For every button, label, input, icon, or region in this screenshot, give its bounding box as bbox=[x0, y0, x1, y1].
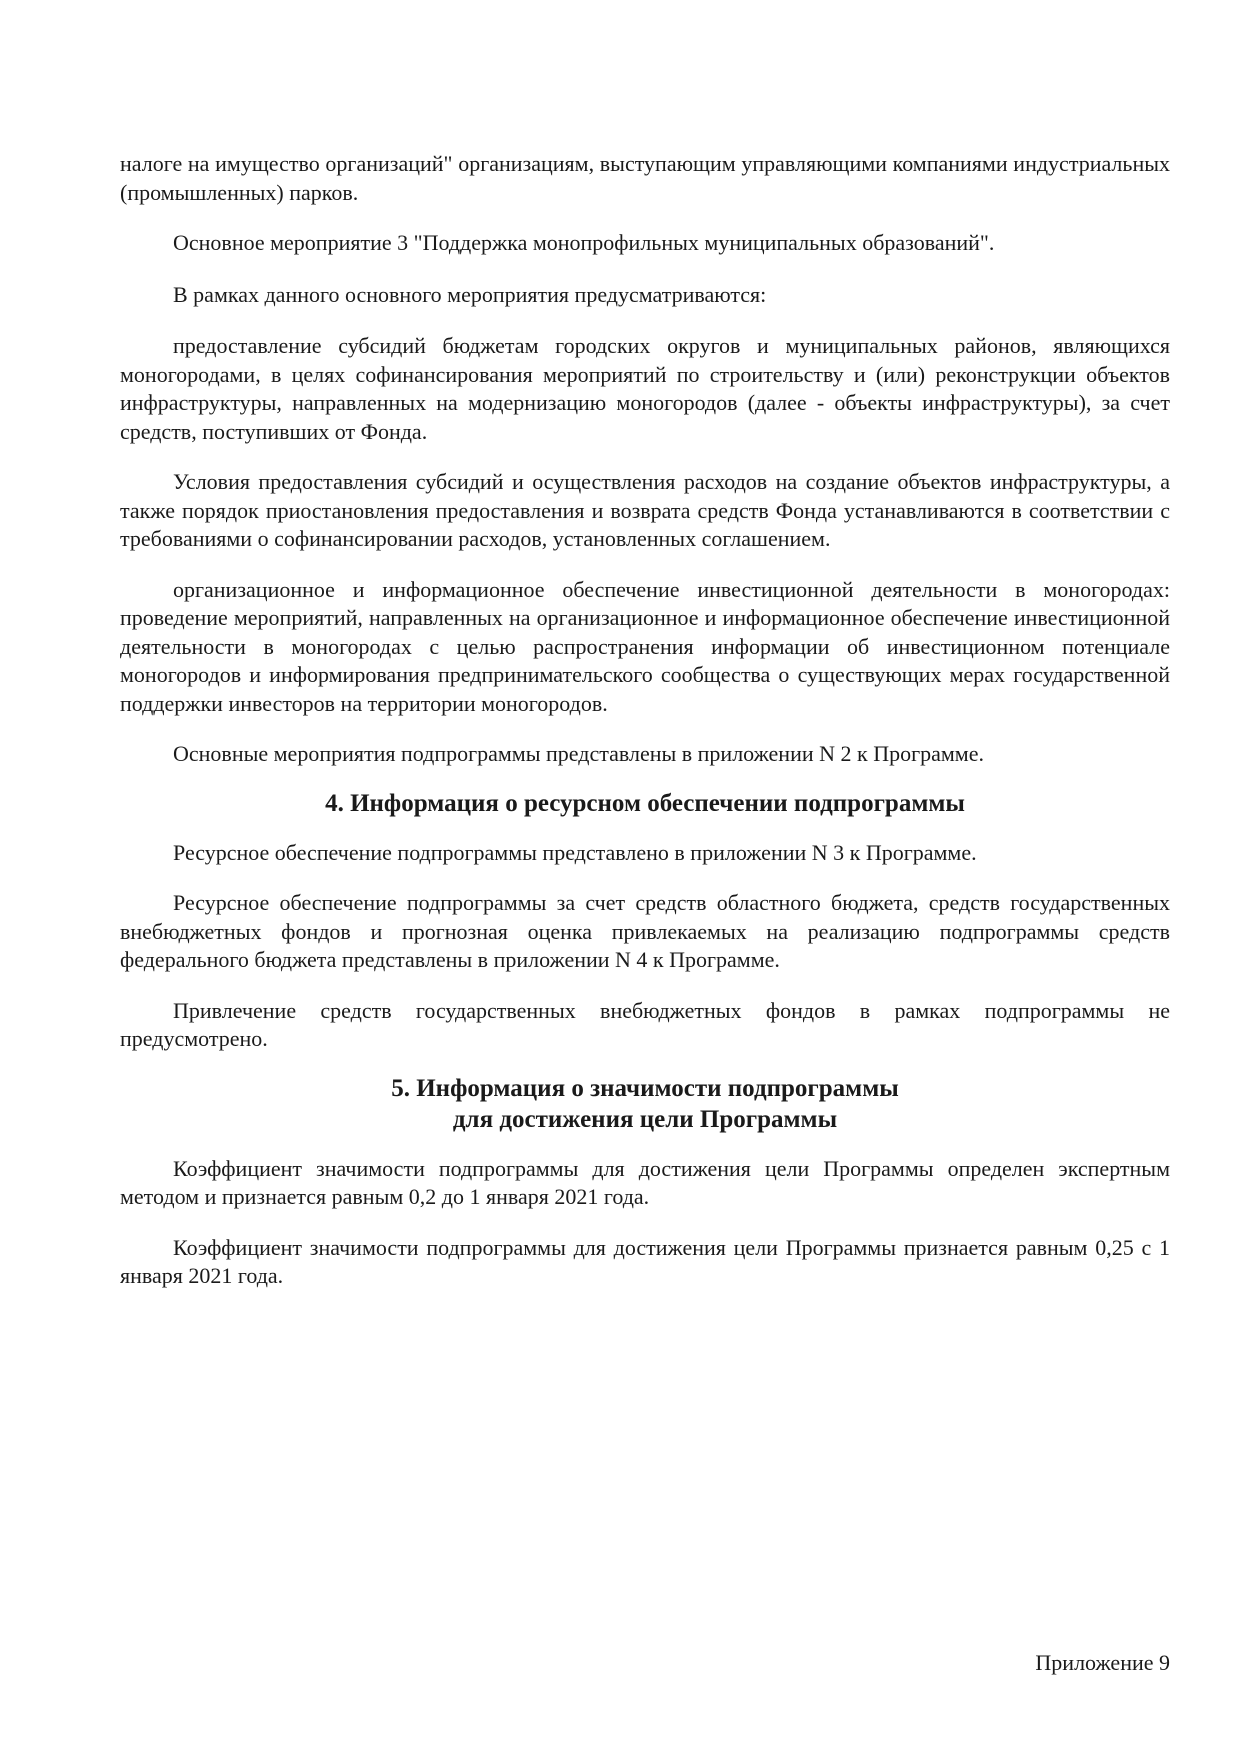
paragraph: предоставление субсидий бюджетам городских округов и муниципальных районов, являющихся моногородами, в целях софинансирования мероприятий по строительству и (или) реконструкции объектов инфраструктуры, направленных на модернизацию моногородов (далее - объекты инфраструктуры), за счет средств, поступивших от Фонда. bbox=[120, 333, 1170, 444]
document-body bbox=[120, 150, 1170, 1291]
paragraph: организационное и информационное обеспечение инвестиционной деятельности в моногородах: проведение мероприятий, направленных на организационное и информационное обеспечение инвестиционной деятельности в моногородах с целью распространения информации об инвестиционном потенциале моногородов и информирования предпринимательского сообщества о существующих мерах государственной поддержки инвесторов на территории моногородов. bbox=[120, 576, 1170, 716]
paragraph: Коэффициент значимости подпрограммы для достижения цели Программы определен экспертным методом и признается равным 0,2 до 1 января 2021 года. bbox=[120, 1155, 1170, 1209]
section-heading-4: 4. Информация о ресурсном обеспечении подпрограммы bbox=[325, 789, 965, 817]
paragraph: Ресурсное обеспечение подпрограммы представлено в приложении N 3 к Программе. bbox=[173, 839, 977, 865]
section-heading-5-line-1: 5. Информация о значимости подпрограммы bbox=[391, 1074, 899, 1102]
paragraph: Ресурсное обеспечение подпрограммы за счет средств областного бюджета, средств государственных внебюджетных фондов и прогнозная оценка привлекаемых на реализацию подпрограммы средств федерального бюджета представлены в приложении N 4 к Программе. bbox=[120, 890, 1170, 972]
paragraph: Основное мероприятие 3 "Поддержка монопрофильных муниципальных образований". bbox=[173, 230, 995, 255]
section-heading-5-line-2: для достижения цели Программы bbox=[452, 1105, 838, 1133]
paragraph: Коэффициент значимости подпрограммы для достижения цели Программы признается равным 0,25 с 1 января 2021 года. bbox=[120, 1234, 1170, 1288]
paragraph: Привлечение средств государственных внебюджетных фондов в рамках подпрограммы не предусмотрено. bbox=[120, 997, 1170, 1051]
paragraph: В рамках данного основного мероприятия предусматриваются: bbox=[173, 281, 767, 307]
section-heading-5 bbox=[120, 1073, 1170, 1135]
paragraph: Основные мероприятия подпрограммы представлены в приложении N 2 к Программе. bbox=[173, 741, 984, 766]
paragraph: налоге на имущество организаций" организациям, выступающим управляющими компаниями индустриальных (промышленных) парков. bbox=[120, 151, 1170, 205]
paragraph: Условия предоставления субсидий и осуществления расходов на создание объектов инфраструктуры, а также порядок приостановления предоставления и возврата средств Фонда устанавливаются в соответствии с требованиями о софинансировании расходов, установленных соглашением. bbox=[120, 469, 1170, 551]
appendix-label: Приложение 9 bbox=[1035, 1650, 1170, 1675]
